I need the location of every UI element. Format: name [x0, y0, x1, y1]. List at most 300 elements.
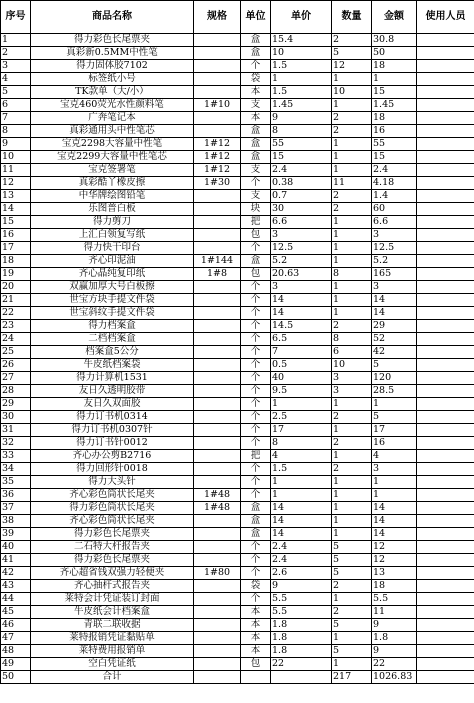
table-row	[1, 203, 474, 216]
cell-name: 得力回形针0018	[31, 463, 194, 476]
cell-spec	[194, 593, 241, 606]
cell-user	[417, 281, 474, 294]
cell-no: 34	[1, 463, 31, 476]
table-row	[1, 177, 474, 190]
cell-user	[417, 567, 474, 580]
cell-unit: 包	[241, 658, 271, 671]
cell-qty: 1	[332, 502, 372, 515]
cell-unit: 个	[241, 398, 271, 411]
cell-no: 14	[1, 203, 31, 216]
cell-unit: 盒	[241, 47, 271, 60]
cell-unit: 个	[241, 346, 271, 359]
cell-spec	[194, 34, 241, 47]
cell-qty: 5	[332, 554, 372, 567]
total-row	[1, 671, 474, 684]
cell-user	[417, 151, 474, 164]
cell-amount: 4	[372, 450, 417, 463]
cell-spec	[194, 619, 241, 632]
table-row	[1, 645, 474, 658]
cell-name: 宝克2298大容量中性笔	[31, 138, 194, 151]
cell-name: 双赢加厚大号白板擦	[31, 281, 194, 294]
cell-spec	[194, 541, 241, 554]
table-row	[1, 320, 474, 333]
cell-name: 世宝方块手提文件袋	[31, 294, 194, 307]
cell-spec	[194, 606, 241, 619]
cell-user	[417, 190, 474, 203]
cell-amount: 55	[372, 138, 417, 151]
cell-qty: 2	[332, 320, 372, 333]
cell-qty: 10	[332, 86, 372, 99]
cell-price: 14	[271, 307, 332, 320]
header-cell-qty: 数量	[332, 1, 372, 34]
cell-name: 得力彩色长尾票夹	[31, 34, 194, 47]
cell-name: 得力订书针0012	[31, 437, 194, 450]
cell-amount: 22	[372, 658, 417, 671]
cell-spec: 1#144	[194, 255, 241, 268]
cell-unit: 个	[241, 424, 271, 437]
cell-no: 40	[1, 541, 31, 554]
cell-price: 7	[271, 346, 332, 359]
total-spec	[194, 671, 241, 684]
cell-user	[417, 658, 474, 671]
cell-unit: 把	[241, 450, 271, 463]
cell-price: 9.5	[271, 385, 332, 398]
cell-price: 12.5	[271, 242, 332, 255]
cell-name: 宝克签署笔	[31, 164, 194, 177]
cell-user	[417, 138, 474, 151]
header-cell-amount: 金额	[372, 1, 417, 34]
cell-name: 牛皮纸档案袋	[31, 359, 194, 372]
cell-name: 档案盒5公分	[31, 346, 194, 359]
header-cell-name: 商品名称	[31, 1, 194, 34]
cell-user	[417, 450, 474, 463]
cell-name: 真彩新0.5MM中性笔	[31, 47, 194, 60]
cell-user	[417, 606, 474, 619]
cell-user	[417, 437, 474, 450]
cell-amount: 1	[372, 73, 417, 86]
cell-name: 真彩通用头中性笔芯	[31, 125, 194, 138]
table-row	[1, 515, 474, 528]
cell-unit: 个	[241, 294, 271, 307]
cell-qty: 2	[332, 203, 372, 216]
cell-price: 1.8	[271, 645, 332, 658]
cell-amount: 15	[372, 151, 417, 164]
table-row	[1, 281, 474, 294]
cell-user	[417, 554, 474, 567]
cell-no: 48	[1, 645, 31, 658]
cell-spec	[194, 190, 241, 203]
table-row	[1, 658, 474, 671]
cell-no: 19	[1, 268, 31, 281]
cell-amount: 14	[372, 502, 417, 515]
cell-user	[417, 268, 474, 281]
cell-name: 上汇白领复写纸	[31, 229, 194, 242]
cell-unit: 个	[241, 567, 271, 580]
cell-price: 5.2	[271, 255, 332, 268]
cell-no: 29	[1, 398, 31, 411]
cell-no: 47	[1, 632, 31, 645]
cell-spec	[194, 320, 241, 333]
cell-qty: 2	[332, 437, 372, 450]
table-row	[1, 528, 474, 541]
cell-name: 得力彩色长尾票夹	[31, 554, 194, 567]
cell-name: 真彩酷丫橡皮擦	[31, 177, 194, 190]
cell-unit: 盒	[241, 515, 271, 528]
cell-qty: 1	[332, 242, 372, 255]
cell-user	[417, 385, 474, 398]
table-row	[1, 580, 474, 593]
cell-amount: 11	[372, 606, 417, 619]
cell-amount: 30.8	[372, 34, 417, 47]
cell-name: 得力彩色长尾票夹	[31, 528, 194, 541]
cell-amount: 13	[372, 567, 417, 580]
cell-amount: 5.5	[372, 593, 417, 606]
cell-spec: 1#12	[194, 151, 241, 164]
cell-no: 8	[1, 125, 31, 138]
cell-name: 得力大头针	[31, 476, 194, 489]
table-row	[1, 372, 474, 385]
cell-price: 1	[271, 489, 332, 502]
table-row	[1, 424, 474, 437]
cell-price: 0.38	[271, 177, 332, 190]
cell-unit: 本	[241, 619, 271, 632]
total-amount: 1026.83	[372, 671, 417, 684]
table-row	[1, 190, 474, 203]
cell-qty: 6	[332, 346, 372, 359]
cell-name: 标签纸小号	[31, 73, 194, 86]
cell-user	[417, 619, 474, 632]
cell-price: 15.4	[271, 34, 332, 47]
cell-price: 4	[271, 450, 332, 463]
cell-price: 40	[271, 372, 332, 385]
header-cell-unit: 单位	[241, 1, 271, 34]
cell-amount: 14	[372, 515, 417, 528]
cell-spec	[194, 242, 241, 255]
cell-name: 齐心印泥油	[31, 255, 194, 268]
cell-price: 1	[271, 398, 332, 411]
cell-unit: 个	[241, 333, 271, 346]
header-cell-no: 序号	[1, 1, 31, 34]
cell-spec	[194, 86, 241, 99]
cell-price: 1.5	[271, 86, 332, 99]
cell-qty: 1	[332, 424, 372, 437]
cell-name: 得力剪刀	[31, 216, 194, 229]
cell-unit: 本	[241, 606, 271, 619]
cell-user	[417, 359, 474, 372]
cell-qty: 5	[332, 645, 372, 658]
cell-amount: 165	[372, 268, 417, 281]
cell-user	[417, 86, 474, 99]
cell-spec	[194, 515, 241, 528]
cell-unit: 包	[241, 229, 271, 242]
cell-price: 15	[271, 151, 332, 164]
cell-unit: 盒	[241, 528, 271, 541]
table-row	[1, 450, 474, 463]
table-row	[1, 34, 474, 47]
cell-unit: 盒	[241, 502, 271, 515]
table-row	[1, 216, 474, 229]
cell-qty: 1	[332, 528, 372, 541]
cell-spec	[194, 112, 241, 125]
cell-amount: 16	[372, 437, 417, 450]
table-row	[1, 541, 474, 554]
cell-price: 1.45	[271, 99, 332, 112]
cell-name: 齐心晶纯复印纸	[31, 268, 194, 281]
cell-user	[417, 593, 474, 606]
cell-spec	[194, 60, 241, 73]
cell-price: 8	[271, 437, 332, 450]
cell-amount: 29	[372, 320, 417, 333]
cell-unit: 盒	[241, 138, 271, 151]
cell-price: 6.5	[271, 333, 332, 346]
cell-unit: 个	[241, 281, 271, 294]
cell-qty: 3	[332, 385, 372, 398]
cell-spec: 1#80	[194, 567, 241, 580]
cell-spec	[194, 385, 241, 398]
cell-qty: 1	[332, 515, 372, 528]
cell-qty: 1	[332, 593, 372, 606]
cell-qty: 12	[332, 60, 372, 73]
cell-no: 36	[1, 489, 31, 502]
cell-unit: 个	[241, 541, 271, 554]
cell-price: 8	[271, 125, 332, 138]
cell-price: 1.8	[271, 619, 332, 632]
cell-name: 牛皮纸会计档案盒	[31, 606, 194, 619]
cell-spec	[194, 125, 241, 138]
table-row	[1, 242, 474, 255]
cell-no: 11	[1, 164, 31, 177]
cell-unit: 个	[241, 359, 271, 372]
cell-spec	[194, 463, 241, 476]
cell-spec: 1#12	[194, 138, 241, 151]
cell-spec: 1#10	[194, 99, 241, 112]
header-cell-user: 使用人员	[417, 1, 474, 34]
table-row	[1, 593, 474, 606]
cell-price: 2.5	[271, 411, 332, 424]
cell-price: 14	[271, 502, 332, 515]
table-row	[1, 333, 474, 346]
cell-spec: 1#12	[194, 164, 241, 177]
cell-no: 33	[1, 450, 31, 463]
cell-user	[417, 47, 474, 60]
cell-spec	[194, 632, 241, 645]
cell-price: 17	[271, 424, 332, 437]
cell-qty: 1	[332, 138, 372, 151]
cell-name: 齐心彩色筒状长尾夹	[31, 489, 194, 502]
cell-name: 空白凭证纸	[31, 658, 194, 671]
cell-qty: 8	[332, 333, 372, 346]
cell-qty: 1	[332, 229, 372, 242]
cell-name: 齐心办公剪B2716	[31, 450, 194, 463]
cell-price: 9	[271, 112, 332, 125]
cell-user	[417, 125, 474, 138]
cell-qty: 1	[332, 450, 372, 463]
table-row	[1, 476, 474, 489]
cell-spec	[194, 645, 241, 658]
cell-qty: 11	[332, 177, 372, 190]
cell-name: 宝克2299大容量中性笔芯	[31, 151, 194, 164]
cell-no: 37	[1, 502, 31, 515]
cell-name: 二石特大杆报告夹	[31, 541, 194, 554]
cell-no: 28	[1, 385, 31, 398]
cell-unit: 个	[241, 476, 271, 489]
table-row	[1, 99, 474, 112]
table-row	[1, 86, 474, 99]
table-row	[1, 359, 474, 372]
cell-user	[417, 424, 474, 437]
cell-user	[417, 34, 474, 47]
cell-unit: 个	[241, 411, 271, 424]
cell-price: 22	[271, 658, 332, 671]
cell-no: 9	[1, 138, 31, 151]
cell-price: 2.4	[271, 164, 332, 177]
cell-no: 39	[1, 528, 31, 541]
table-row	[1, 437, 474, 450]
cell-amount: 28.5	[372, 385, 417, 398]
cell-amount: 17	[372, 424, 417, 437]
cell-no: 17	[1, 242, 31, 255]
cell-no: 7	[1, 112, 31, 125]
cell-no: 1	[1, 34, 31, 47]
cell-unit: 本	[241, 645, 271, 658]
cell-user	[417, 60, 474, 73]
table-row	[1, 164, 474, 177]
cell-no: 38	[1, 515, 31, 528]
cell-spec	[194, 658, 241, 671]
cell-no: 25	[1, 346, 31, 359]
cell-amount: 3	[372, 229, 417, 242]
cell-no: 18	[1, 255, 31, 268]
total-user	[417, 671, 474, 684]
cell-name: 齐心超省钱双强力轻便夹	[31, 567, 194, 580]
cell-spec	[194, 203, 241, 216]
cell-spec	[194, 580, 241, 593]
cell-qty: 1	[332, 632, 372, 645]
cell-unit: 个	[241, 385, 271, 398]
cell-unit: 本	[241, 112, 271, 125]
cell-price: 1	[271, 476, 332, 489]
cell-user	[417, 502, 474, 515]
total-no: 50	[1, 671, 31, 684]
cell-user	[417, 73, 474, 86]
cell-no: 32	[1, 437, 31, 450]
cell-spec: 1#48	[194, 489, 241, 502]
cell-price: 30	[271, 203, 332, 216]
cell-amount: 52	[372, 333, 417, 346]
cell-spec	[194, 346, 241, 359]
table-row	[1, 125, 474, 138]
table-row	[1, 502, 474, 515]
cell-spec	[194, 333, 241, 346]
cell-amount: 12.5	[372, 242, 417, 255]
cell-unit: 个	[241, 489, 271, 502]
cell-amount: 42	[372, 346, 417, 359]
cell-qty: 1	[332, 99, 372, 112]
cell-user	[417, 242, 474, 255]
cell-user	[417, 112, 474, 125]
cell-price: 14	[271, 515, 332, 528]
cell-price: 6.6	[271, 216, 332, 229]
cell-qty: 1	[332, 73, 372, 86]
cell-qty: 1	[332, 658, 372, 671]
cell-qty: 1	[332, 164, 372, 177]
cell-user	[417, 476, 474, 489]
cell-qty: 2	[332, 411, 372, 424]
cell-spec	[194, 424, 241, 437]
cell-qty: 5	[332, 619, 372, 632]
cell-qty: 10	[332, 359, 372, 372]
cell-user	[417, 645, 474, 658]
table-row	[1, 463, 474, 476]
table-row	[1, 567, 474, 580]
cell-no: 26	[1, 359, 31, 372]
cell-amount: 1	[372, 398, 417, 411]
cell-no: 24	[1, 333, 31, 346]
cell-unit: 个	[241, 554, 271, 567]
cell-amount: 1.4	[372, 190, 417, 203]
table-row	[1, 255, 474, 268]
cell-amount: 18	[372, 580, 417, 593]
cell-qty: 2	[332, 190, 372, 203]
table-row	[1, 619, 474, 632]
cell-qty: 2	[332, 606, 372, 619]
table-row	[1, 385, 474, 398]
cell-no: 45	[1, 606, 31, 619]
cell-unit: 支	[241, 190, 271, 203]
cell-spec	[194, 411, 241, 424]
cell-name: 得力彩色筒状长尾夹	[31, 502, 194, 515]
cell-amount: 18	[372, 112, 417, 125]
cell-price: 1.5	[271, 463, 332, 476]
cell-qty: 1	[332, 398, 372, 411]
cell-no: 6	[1, 99, 31, 112]
cell-price: 10	[271, 47, 332, 60]
cell-price: 5.5	[271, 606, 332, 619]
cell-no: 22	[1, 307, 31, 320]
table-row	[1, 73, 474, 86]
cell-spec: 1#30	[194, 177, 241, 190]
cell-amount: 15	[372, 86, 417, 99]
cell-amount: 9	[372, 619, 417, 632]
cell-user	[417, 333, 474, 346]
cell-price: 3	[271, 229, 332, 242]
total-qty: 217	[332, 671, 372, 684]
cell-user	[417, 216, 474, 229]
cell-no: 49	[1, 658, 31, 671]
cell-spec	[194, 359, 241, 372]
cell-price: 0.5	[271, 359, 332, 372]
cell-no: 10	[1, 151, 31, 164]
cell-name: 广奔笔记本	[31, 112, 194, 125]
cell-name: 得力计算机1531	[31, 372, 194, 385]
cell-amount: 5	[372, 411, 417, 424]
cell-qty: 1	[332, 307, 372, 320]
cell-spec	[194, 73, 241, 86]
table-row	[1, 60, 474, 73]
cell-name: 世宝斜纹手提文件袋	[31, 307, 194, 320]
cell-name: 得力档案盒	[31, 320, 194, 333]
cell-price: 9	[271, 580, 332, 593]
table-body	[1, 34, 474, 671]
cell-amount: 50	[372, 47, 417, 60]
cell-no: 12	[1, 177, 31, 190]
cell-amount: 16	[372, 125, 417, 138]
cell-qty: 2	[332, 112, 372, 125]
cell-unit: 个	[241, 372, 271, 385]
cell-no: 27	[1, 372, 31, 385]
cell-unit: 支	[241, 164, 271, 177]
cell-amount: 6.6	[372, 216, 417, 229]
